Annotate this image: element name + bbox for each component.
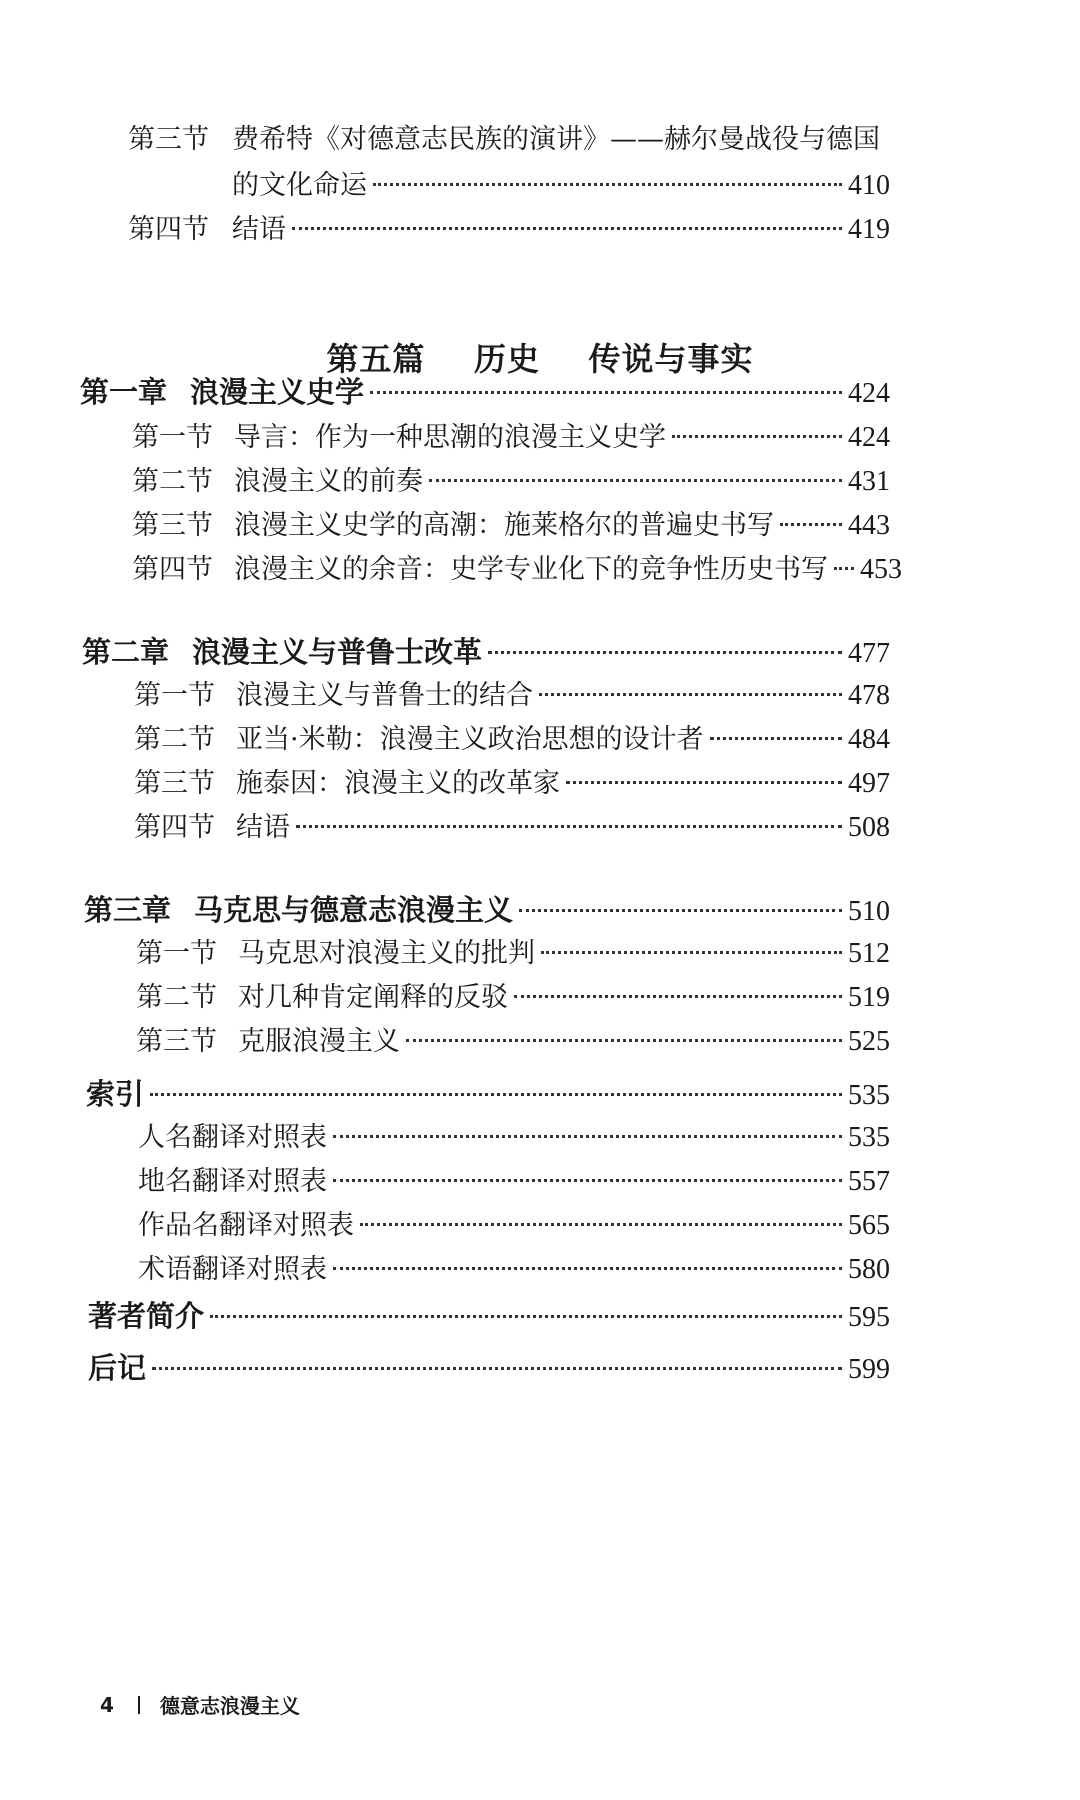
chapter-label: 第二章 — [82, 635, 170, 669]
toc-section-row — [136, 1024, 890, 1060]
footer-page-number: 4 — [100, 1692, 114, 1717]
dot-leader — [514, 995, 842, 998]
section-title: 对几种肯定阐释的反驳 — [238, 982, 508, 1013]
toc-section-row — [136, 936, 890, 972]
page-number: 595 — [848, 1302, 890, 1333]
section-title: 导言：作为一种思潮的浪漫主义史学 — [234, 422, 666, 453]
dot-leader — [519, 909, 842, 912]
toc-chapter-row — [80, 374, 890, 412]
page-number: 557 — [848, 1166, 890, 1197]
section-label: 第四节 — [134, 812, 215, 843]
dot-leader — [710, 737, 842, 740]
index-item-title: 人名翻译对照表 — [138, 1122, 327, 1153]
dot-leader — [292, 227, 842, 230]
dot-leader — [360, 1223, 842, 1226]
index-title: 索引 — [86, 1077, 145, 1111]
toc-section-continuation — [232, 168, 890, 204]
dot-leader — [296, 825, 842, 828]
toc-section-row — [132, 552, 902, 588]
afterword-title: 后记 — [88, 1351, 147, 1385]
dot-leader — [152, 1367, 842, 1370]
dot-leader — [373, 183, 842, 186]
page-number: 510 — [848, 896, 890, 927]
page-footer — [100, 1690, 300, 1719]
toc-section-row — [136, 980, 890, 1016]
page-number: 519 — [848, 982, 890, 1013]
section-label: 第一节 — [134, 680, 215, 711]
page-number: 580 — [848, 1254, 890, 1285]
toc-chapter-row — [82, 634, 890, 672]
page-number: 431 — [848, 466, 890, 497]
section-label: 第二节 — [134, 724, 215, 755]
author-intro-title: 著者简介 — [88, 1299, 205, 1333]
toc-index-item — [138, 1252, 890, 1288]
dot-leader — [429, 479, 842, 482]
dot-leader — [672, 435, 842, 438]
section-label: 第四节 — [132, 554, 213, 585]
dot-leader — [210, 1315, 842, 1318]
section-title: 费希特《对德意志民族的演讲》——赫尔曼战役与德国 — [232, 124, 880, 155]
dot-leader — [488, 651, 842, 654]
dot-leader — [406, 1039, 842, 1042]
page-number: 484 — [848, 724, 890, 755]
dot-leader — [541, 951, 842, 954]
chapter-title: 马克思与德意志浪漫主义 — [194, 893, 514, 927]
toc-section-row — [132, 420, 890, 456]
page-number: 497 — [848, 768, 890, 799]
section-title: 施泰因：浪漫主义的改革家 — [236, 768, 560, 799]
toc-index-item — [138, 1120, 890, 1156]
dot-leader — [333, 1179, 842, 1182]
footer-book-title: 德意志浪漫主义 — [159, 1694, 300, 1718]
page-number: 535 — [848, 1122, 890, 1153]
section-label: 第一节 — [132, 422, 213, 453]
toc-chapter-row — [84, 892, 890, 930]
dot-leader — [370, 391, 842, 394]
toc-section-row — [132, 508, 890, 544]
section-label: 第二节 — [132, 466, 213, 497]
section-label: 第二节 — [136, 982, 217, 1013]
section-title: 浪漫主义的前奏 — [234, 466, 423, 497]
footer-separator — [138, 1696, 140, 1714]
section-label: 第一节 — [136, 938, 217, 969]
page-number: 424 — [848, 378, 890, 409]
section-title: 浪漫主义与普鲁士的结合 — [236, 680, 533, 711]
toc-afterword-row — [88, 1350, 890, 1388]
page-number: 419 — [848, 214, 890, 245]
chapter-label: 第一章 — [80, 375, 168, 409]
section-title: 浪漫主义的余音：史学专业化下的竞争性历史书写 — [234, 554, 828, 585]
chapter-title: 浪漫主义史学 — [190, 375, 365, 409]
toc-author-intro-row — [88, 1298, 890, 1336]
page-number: 535 — [848, 1080, 890, 1111]
dot-leader — [834, 567, 854, 570]
dot-leader — [539, 693, 842, 696]
section-title: 浪漫主义史学的高潮：施莱格尔的普遍史书写 — [234, 510, 774, 541]
dot-leader — [150, 1093, 842, 1096]
page-number: 453 — [860, 554, 902, 585]
page-number: 525 — [848, 1026, 890, 1057]
toc-index-row — [86, 1076, 890, 1114]
page-number: 478 — [848, 680, 890, 711]
section-label: 第三节 — [128, 124, 209, 155]
section-label: 第三节 — [136, 1026, 217, 1057]
section-label: 第三节 — [132, 510, 213, 541]
toc-section-row — [132, 464, 890, 500]
section-label: 第三节 — [134, 768, 215, 799]
section-title: 亚当·米勒：浪漫主义政治思想的设计者 — [236, 724, 704, 755]
toc-index-item — [138, 1164, 890, 1200]
dot-leader — [333, 1135, 842, 1138]
section-title: 克服浪漫主义 — [238, 1026, 400, 1057]
section-title: 结语 — [236, 812, 290, 843]
dot-leader — [566, 781, 842, 784]
toc-index-item — [138, 1208, 890, 1244]
index-item-title: 术语翻译对照表 — [138, 1254, 327, 1285]
dot-leader — [780, 523, 842, 526]
toc-section-row — [128, 122, 890, 158]
toc-section-row — [134, 722, 890, 758]
toc-section-row — [134, 766, 890, 802]
page-number: 512 — [848, 938, 890, 969]
index-item-title: 作品名翻译对照表 — [138, 1210, 354, 1241]
page-number: 508 — [848, 812, 890, 843]
toc-section-row — [128, 212, 890, 248]
chapter-label: 第三章 — [84, 893, 172, 927]
page-number: 410 — [848, 170, 890, 201]
section-title-continuation: 的文化命运 — [232, 170, 367, 201]
index-item-title: 地名翻译对照表 — [138, 1166, 327, 1197]
page-number: 424 — [848, 422, 890, 453]
page-number: 443 — [848, 510, 890, 541]
dot-leader — [333, 1267, 842, 1270]
section-label: 第四节 — [128, 214, 209, 245]
page-number: 477 — [848, 638, 890, 669]
section-title: 马克思对浪漫主义的批判 — [238, 938, 535, 969]
section-title: 结语 — [232, 214, 286, 245]
chapter-title: 浪漫主义与普鲁士改革 — [192, 635, 483, 669]
part-heading: 第五篇 历史 传说与事实 — [326, 340, 754, 378]
page-number: 565 — [848, 1210, 890, 1241]
toc-section-row — [134, 810, 890, 846]
toc-section-row — [134, 678, 890, 714]
page-number: 599 — [848, 1354, 890, 1385]
